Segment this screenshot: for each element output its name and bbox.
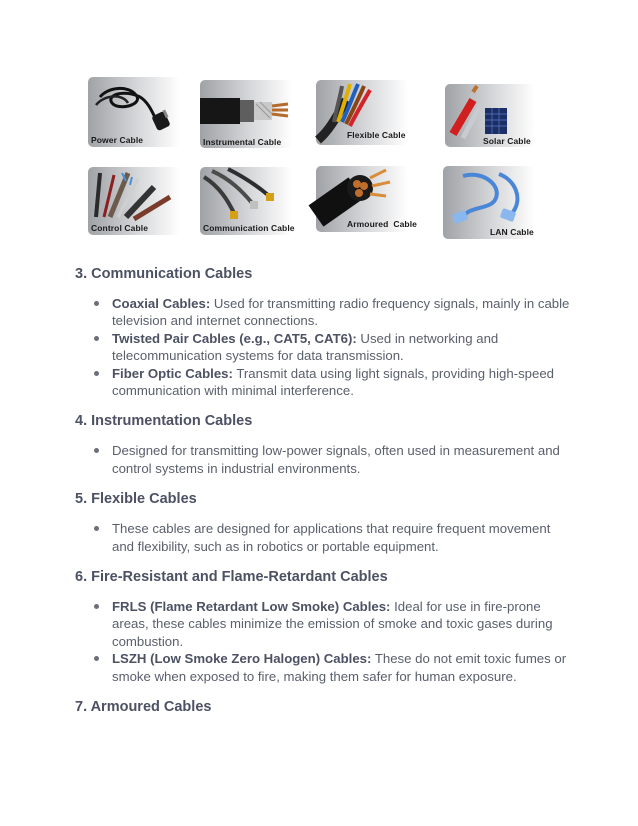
cable-gallery	[0, 0, 638, 250]
communication-cable-caption: Communication Cable	[203, 223, 295, 233]
item-term: Twisted Pair Cables (e.g., CAT5, CAT6):	[112, 330, 357, 346]
list-item	[75, 365, 575, 400]
item-text: Ideal for use in fire-prone areas, these cables minimize the emission of smoke and toxic gases during combustion.	[112, 599, 553, 649]
bullet-list	[75, 442, 575, 477]
section-heading: 3. Communication Cables	[75, 266, 253, 282]
item-text: Used in networking and telecommunication systems for data transmission.	[112, 330, 499, 364]
item-text: These cables are designed for applications that require frequent movement and flexibility, such as in robotics or portable equipment.	[112, 521, 551, 554]
instrumental-cable-caption: Instrumental Cable	[203, 137, 282, 147]
list-item	[75, 520, 575, 555]
power-cable-caption: Power Cable	[91, 135, 144, 145]
bullet-icon	[94, 448, 99, 453]
control-cable-caption: Control Cable	[91, 223, 149, 233]
item-term: LSZH (Low Smoke Zero Halogen) Cables:	[112, 651, 372, 667]
bullet-list	[75, 598, 575, 685]
item-text: These do not emit toxic fumes or smoke when exposed to fire, making them safer for human exposure.	[112, 651, 567, 684]
section-heading: 6. Fire-Resistant and Flame-Retardant Cables	[75, 569, 388, 586]
power-cable-tile	[88, 77, 180, 147]
bullet-icon	[94, 604, 99, 609]
list-item	[75, 442, 575, 477]
instrumental-cable-tile	[200, 80, 292, 148]
bullet-list	[75, 295, 575, 399]
bullet-icon	[94, 336, 99, 341]
bullet-icon	[94, 371, 99, 376]
list-item	[75, 330, 575, 365]
flexible-cable-caption: Flexible Cable	[347, 130, 406, 140]
list-item	[75, 598, 575, 650]
item-term: Fiber Optic Cables:	[112, 365, 233, 381]
item-term: FRLS (Flame Retardant Low Smoke) Cables:	[112, 599, 391, 615]
section-heading: 7. Armoured Cables	[75, 699, 212, 716]
armoured-cable-caption: Armoured Cable	[347, 219, 417, 229]
solar-cable-tile	[445, 84, 535, 147]
section-heading: 5. Flexible Cables	[75, 491, 197, 508]
armoured-cable-tile	[316, 166, 417, 232]
item-text: Used for transmitting radio frequency signals, mainly in cable television and internet connections.	[112, 296, 570, 329]
solar-cable-caption: Solar Cable	[483, 136, 531, 146]
document-body	[75, 264, 575, 717]
communication-cable-tile	[200, 167, 295, 235]
item-text: Transmit data using light signals, providing high-speed communication with minimal interference.	[112, 365, 554, 399]
bullet-icon	[94, 301, 99, 306]
bullet-list	[75, 520, 575, 555]
item-text: Designed for transmitting low-power signals, often used in measurement and control systems in industrial environments.	[112, 443, 560, 476]
item-term: Coaxial Cables:	[112, 296, 211, 311]
list-item	[75, 295, 575, 330]
list-item	[75, 650, 575, 685]
flexible-cable-tile	[316, 80, 408, 145]
bullet-icon	[94, 526, 99, 531]
lan-cable-tile	[443, 166, 535, 239]
control-cable-tile	[88, 167, 180, 235]
section-heading: 4. Instrumentation Cables	[75, 413, 253, 430]
bullet-icon	[94, 656, 99, 661]
lan-cable-caption: LAN Cable	[490, 227, 534, 237]
